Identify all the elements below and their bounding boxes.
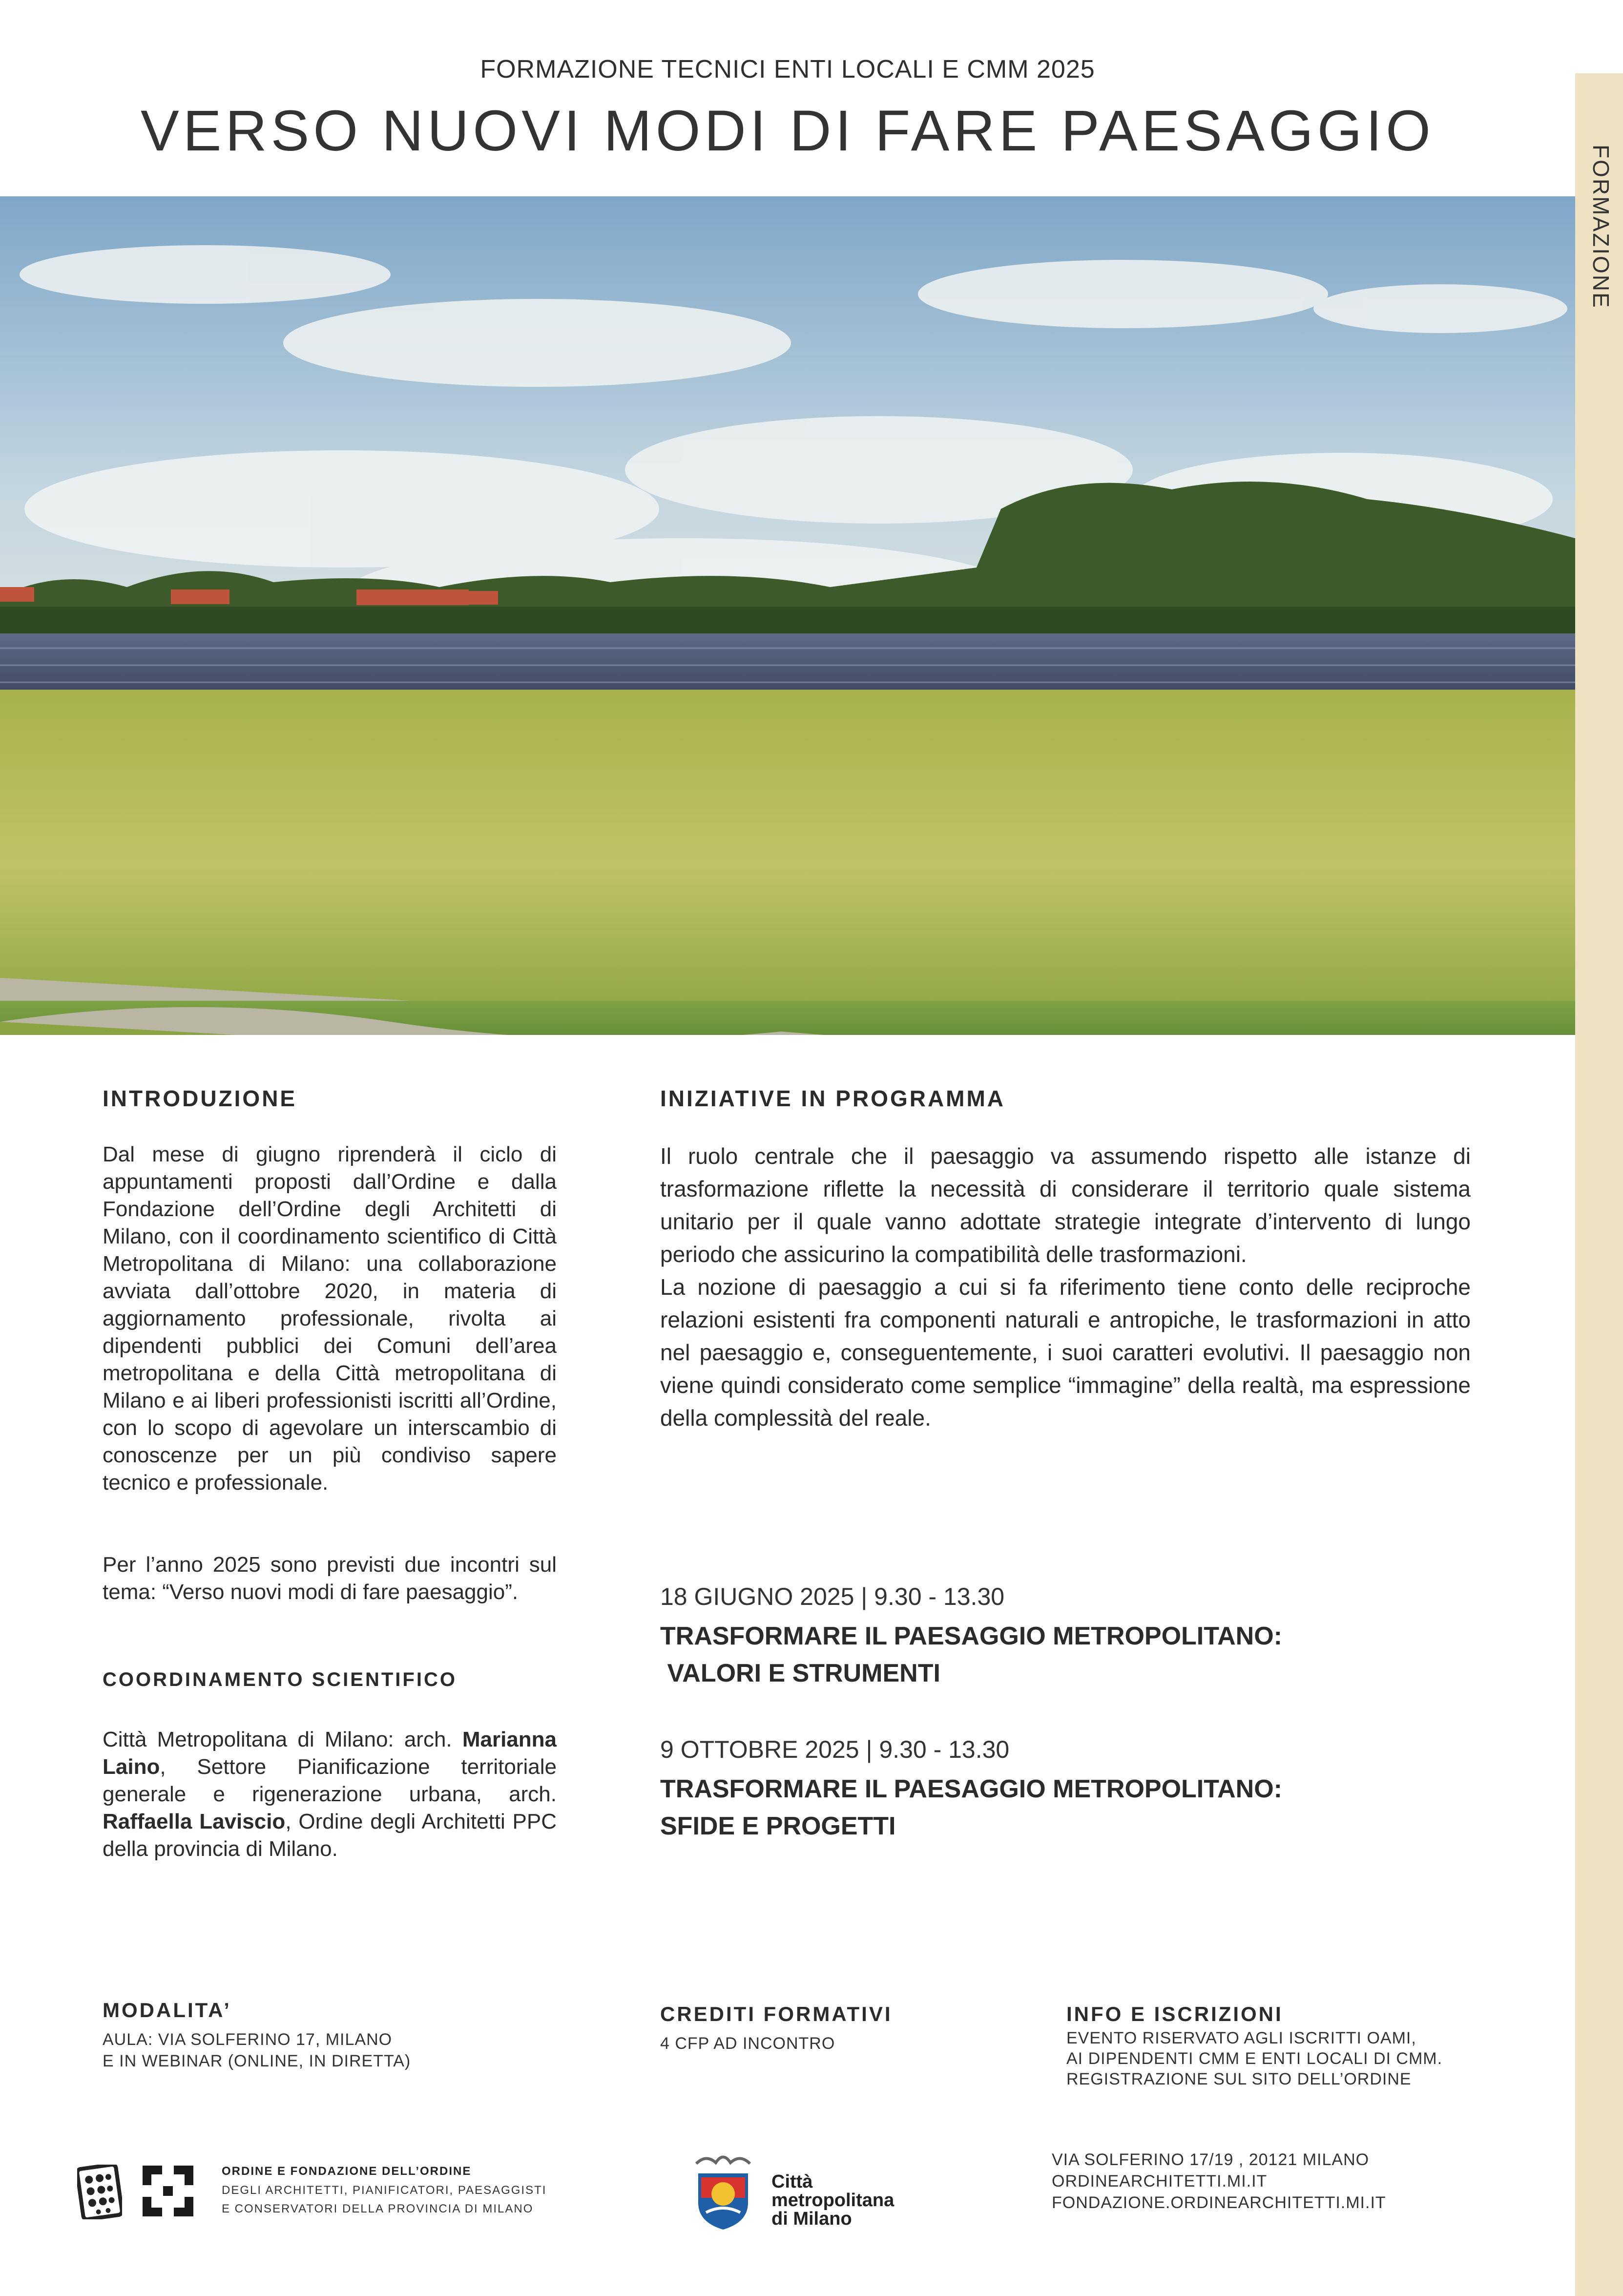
ordine-logo-line-2: DEGLI ARCHITETTI, PIANIFICATORI, PAESAGGISTI: [222, 2184, 547, 2197]
contact-website-fondazione[interactable]: FONDAZIONE.ORDINEARCHITETTI.MI.IT: [1052, 2193, 1386, 2212]
info-heading: INFO E ISCRIZIONI: [1066, 2002, 1283, 2025]
coordinamento-part-2: , Settore Pianificazione territoriale generale e rigenerazione urbana, arch.: [103, 1755, 557, 1806]
coordinamento-part-3: , Ordine degli Architetti PPC della provincia di Milano.: [103, 1810, 557, 1861]
info-line-2: AI DIPENDENTI CMM E ENTI LOCALI DI CMM.: [1066, 2049, 1443, 2068]
event-2: [660, 1735, 1490, 1845]
citta-line-3: di Milano: [771, 2209, 852, 2229]
contact-address: VIA SOLFERINO 17/19 , 20121 MILANO: [1052, 2150, 1370, 2169]
fondazione-logo-mark: [141, 2164, 195, 2218]
ordine-logo-text: [222, 2165, 593, 2218]
grass-field: [0, 690, 1575, 1035]
crediti-line-1: 4 CFP AD INCONTRO: [660, 2034, 835, 2053]
citta-line-2: metropolitana: [771, 2190, 895, 2211]
introduzione-heading: INTRODUZIONE: [103, 1086, 297, 1111]
event-1: [660, 1582, 1490, 1692]
ordine-dotgrid-icon: [77, 2165, 122, 2219]
event-1-title-line-2: VALORI E STRUMENTI: [660, 1659, 940, 1687]
event-2-date: 9 OTTOBRE 2025 | 9.30 - 13.30: [660, 1736, 1010, 1763]
introduzione-paragraph-1: Dal mese di giugno riprenderà il ciclo di appuntamenti proposti dall’Ordine e dalla Fondazione dell’Ordine degli Architetti di Milano, con il coordinamento scientifico di Città Metropolitana di Milano: una collaborazione avviata dall’ottobre 2020, in materia di aggiornamento professionale, rivolta ai dipendenti pubblici dei Comuni dell’area metropolitana e della Città metropolitana di Milano e ai liberi professionisti iscritti all’Ordine, con lo scopo di agevolare un interscambio di conoscenze per un più condiviso sapere tecnico e professionale.: [103, 1142, 557, 1495]
crediti-heading: CREDITI FORMATIVI: [660, 2002, 893, 2025]
event-2-title-line-1: TRASFORMARE IL PAESAGGIO METROPOLITANO:: [660, 1775, 1282, 1803]
fondazione-brackets-icon: [141, 2164, 195, 2218]
info-line-3: REGISTRAZIONE SUL SITO DELL’ORDINE: [1066, 2070, 1412, 2088]
landscape-photo: [0, 196, 1575, 1035]
modalita-block: [103, 1999, 542, 2072]
modalita-line-1: AULA: VIA SOLFERINO 17, MILANO: [103, 2030, 393, 2049]
ordine-logo-line-3: E CONSERVATORI DELLA PROVINCIA DI MILANO: [222, 2202, 534, 2215]
info-block: [1066, 2002, 1569, 2089]
coordinamento-part-1: Città Metropolitana di Milano: arch.: [103, 1727, 462, 1751]
solar-field-illustration: [0, 196, 1575, 1035]
coordinamento-heading: COORDINAMENTO SCIENTIFICO: [103, 1669, 457, 1690]
iniziative-heading: INIZIATIVE IN PROGRAMMA: [660, 1086, 1006, 1111]
iniziative-paragraph-2: La nozione di paesaggio a cui si fa riferimento tiene conto delle reciproche relazioni esistenti fra componenti naturali e antropiche, le trasformazioni in atto nel paesaggio e, conseguentemente, i suoi caratteri evolutivi. Il paesaggio non viene quindi considerato come semplice “immagine” della realtà, ma espressione della complessità del reale.: [660, 1274, 1471, 1431]
iniziative-text: [660, 1140, 1471, 1434]
coordinatore-name-1: Marianna Laino: [103, 1727, 557, 1779]
modalita-heading: MODALITA’: [103, 1999, 231, 2022]
citta-metropolitana-text: [771, 2172, 918, 2228]
coordinatore-name-2: Raffaella Laviscio: [103, 1810, 286, 1833]
modalita-line-2: E IN WEBINAR (ONLINE, IN DIRETTA): [103, 2052, 411, 2070]
citta-line-1: Città: [771, 2171, 813, 2192]
ordine-logo-mark: [77, 2165, 122, 2219]
event-2-title-line-2: SFIDE E PROGETTI: [660, 1812, 896, 1840]
crediti-block: [660, 2002, 1002, 2054]
contacts-block: [1052, 2149, 1540, 2213]
iniziative-paragraph-1: Il ruolo centrale che il paesaggio va assumendo rispetto alle istanze di trasformazione riflette la necessità di considerare il territorio quale sistema unitario per il quale vanno adottate strategie integrate d’intervento di lungo periodo che assicurino la compatibilità delle trasformazioni.: [660, 1143, 1471, 1267]
contact-website-ordine[interactable]: ORDINEARCHITETTI.MI.IT: [1052, 2172, 1268, 2191]
info-line-1: EVENTO RISERVATO AGLI ISCRITTI OAMI,: [1066, 2029, 1416, 2047]
event-1-date: 18 GIUGNO 2025 | 9.30 - 13.30: [660, 1583, 1005, 1610]
coordinamento-text: [103, 1726, 557, 1863]
event-series-subtitle: FORMAZIONE TECNICI ENTI LOCALI E CMM 2025: [480, 55, 1095, 84]
side-label: FORMAZIONE: [1588, 145, 1614, 309]
event-1-title-line-1: TRASFORMARE IL PAESAGGIO METROPOLITANO:: [660, 1622, 1282, 1650]
crest-icon: [682, 2149, 765, 2232]
citta-metropolitana-crest: [682, 2149, 765, 2232]
ordine-logo-line-1: ORDINE E FONDAZIONE DELL’ORDINE: [222, 2165, 472, 2178]
page-title: VERSO NUOVI MODI DI FARE PAESAGGIO: [141, 99, 1435, 163]
introduzione-paragraph-2: Per l’anno 2025 sono previsti due incontri sul tema: “Verso nuovi modi di fare paesaggio”.: [103, 1553, 557, 1604]
side-band: [1575, 73, 1623, 2296]
